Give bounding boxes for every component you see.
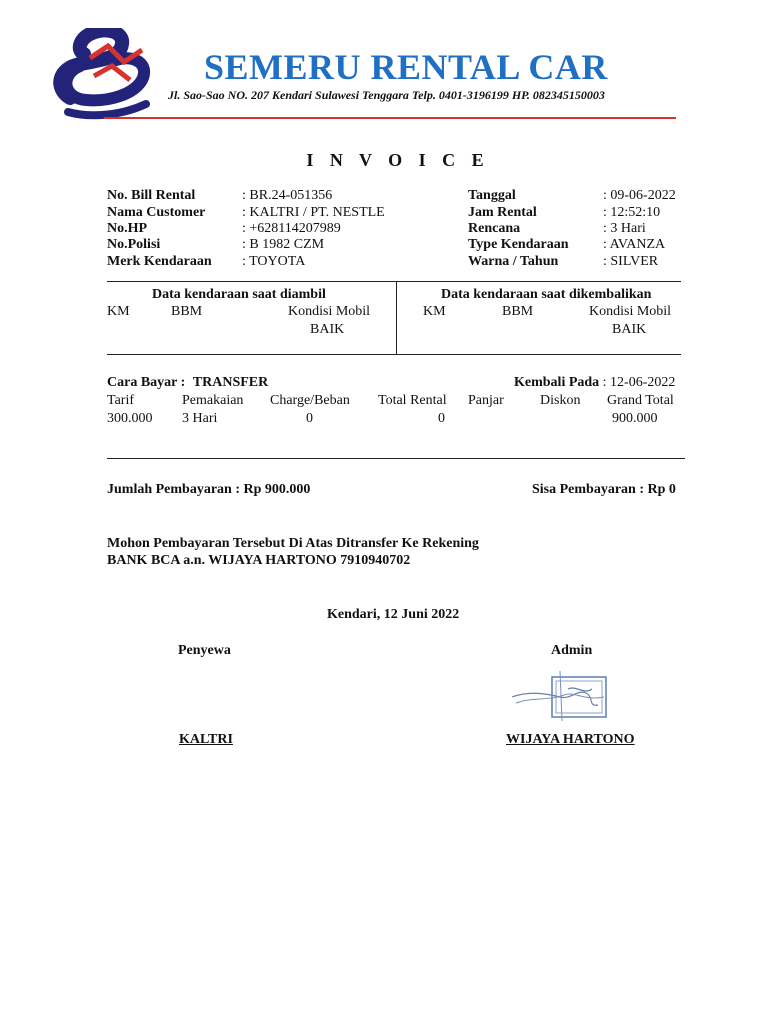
color-year-value: : SILVER xyxy=(603,254,659,269)
returned-kondisi-label: Kondisi Mobil xyxy=(589,304,672,319)
condition-bottom-line xyxy=(107,354,681,355)
returned-kondisi-value: BAIK xyxy=(612,322,647,337)
time-label: Jam Rental xyxy=(468,205,537,220)
returned-condition-title: Data kendaraan saat dikembalikan xyxy=(441,287,652,302)
taken-condition-title: Data kendaraan saat diambil xyxy=(152,287,326,302)
transfer-note-line1: Mohon Pembayaran Tersebut Di Atas Ditransfer Ke Rekening xyxy=(107,536,479,551)
bill-rental-label: No. Bill Rental xyxy=(107,188,196,203)
returned-km-label: KM xyxy=(423,304,446,319)
return-date-label: Kembali Pada xyxy=(514,375,600,390)
payment-divider xyxy=(107,458,685,459)
time-value: : 12:52:10 xyxy=(603,205,661,220)
brand-value: : TOYOTA xyxy=(242,254,306,269)
col-grand-total: Grand Total xyxy=(607,393,674,408)
penyewa-name: KALTRI xyxy=(179,732,233,747)
cell-tarif: 300.000 xyxy=(107,411,153,426)
company-logo-icon xyxy=(50,28,162,120)
col-diskon: Diskon xyxy=(540,393,581,408)
company-address: Jl. Sao-Sao NO. 207 Kendari Sulawesi Tenggara Telp. 0401-3196199 HP. 082345150003 xyxy=(168,88,605,102)
taken-bbm-label: BBM xyxy=(171,304,203,319)
col-charge: Charge/Beban xyxy=(270,393,350,408)
payment-method xyxy=(107,375,268,391)
color-year-label: Warna / Tahun xyxy=(468,254,559,269)
company-name: SEMERU RENTAL CAR xyxy=(204,47,608,87)
admin-label: Admin xyxy=(551,643,593,658)
return-date xyxy=(514,375,675,391)
remaining-balance: Sisa Pembayaran : Rp 0 xyxy=(532,482,676,497)
customer-value: : KALTRI / PT. NESTLE xyxy=(242,205,385,220)
payment-method-value: TRANSFER xyxy=(192,375,269,390)
cell-charge: 0 xyxy=(306,411,313,426)
date-value: : 09-06-2022 xyxy=(603,188,676,203)
place-date: Kendari, 12 Juni 2022 xyxy=(327,607,460,622)
penyewa-label: Penyewa xyxy=(178,643,231,658)
plate-value: : B 1982 CZM xyxy=(242,237,325,252)
condition-top-line xyxy=(107,281,681,282)
returned-bbm-label: BBM xyxy=(502,304,534,319)
bill-rental-value: : BR.24-051356 xyxy=(242,188,333,203)
signature-stamp-icon xyxy=(508,667,618,725)
payment-method-label: Cara Bayar : xyxy=(107,375,186,390)
col-pemakaian: Pemakaian xyxy=(182,393,244,408)
cell-total-rental: 0 xyxy=(438,411,445,426)
col-total-rental: Total Rental xyxy=(378,393,447,408)
col-tarif: Tarif xyxy=(107,393,135,408)
condition-divider xyxy=(396,281,397,354)
vehicle-type-value: : AVANZA xyxy=(603,237,666,252)
cell-grand-total: 900.000 xyxy=(612,411,658,426)
header-divider xyxy=(104,117,676,119)
cell-pemakaian: 3 Hari xyxy=(182,411,218,426)
vehicle-type-label: Type Kendaraan xyxy=(468,237,569,252)
total-paid: Jumlah Pembayaran : Rp 900.000 xyxy=(107,482,311,497)
phone-value: : +628114207989 xyxy=(242,221,341,236)
admin-name: WIJAYA HARTONO xyxy=(506,732,635,747)
date-label: Tanggal xyxy=(468,188,516,203)
plate-label: No.Polisi xyxy=(107,237,161,252)
invoice-title: I N V O I C E xyxy=(306,150,490,170)
plan-value: : 3 Hari xyxy=(603,221,646,236)
return-date-value: : 12-06-2022 xyxy=(602,375,676,390)
plan-label: Rencana xyxy=(468,221,521,236)
transfer-note-line2: BANK BCA a.n. WIJAYA HARTONO 7910940702 xyxy=(107,553,411,568)
phone-label: No.HP xyxy=(107,221,148,236)
brand-label: Merk Kendaraan xyxy=(107,254,212,269)
taken-kondisi-label: Kondisi Mobil xyxy=(288,304,371,319)
col-panjar: Panjar xyxy=(468,393,504,408)
taken-kondisi-value: BAIK xyxy=(310,322,345,337)
customer-label: Nama Customer xyxy=(107,205,206,220)
taken-km-label: KM xyxy=(107,304,130,319)
